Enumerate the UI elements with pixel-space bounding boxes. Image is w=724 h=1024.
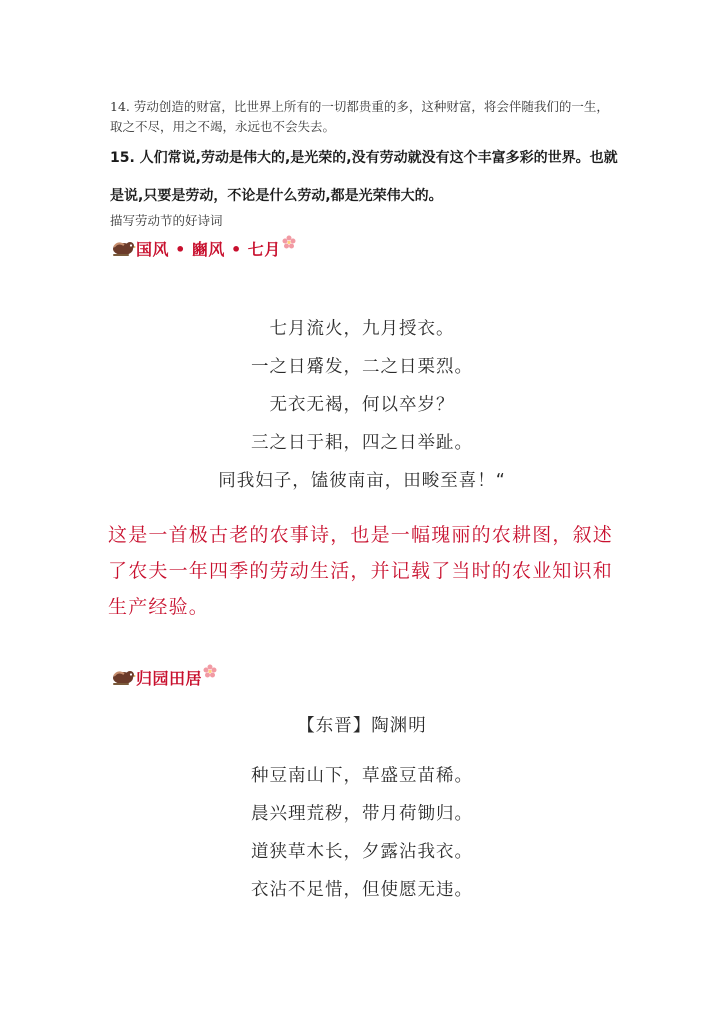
poem1-heading <box>110 236 296 260</box>
poem1-line: 无衣无褐，何以卒岁？ <box>269 395 455 415</box>
poem1-line: 同我妇子，馌彼南亩，田畯至喜！“ <box>218 471 506 491</box>
poem1-title: 国风 • 豳风 • 七月 <box>136 239 281 259</box>
poem2-line: 道狭草木长，夕露沾我衣。 <box>251 842 473 862</box>
poem2-author: 【东晋】陶渊明 <box>297 716 427 736</box>
poem2-line: 种豆南山下，草盛豆苗稀。 <box>251 766 473 786</box>
poem2-line: 衣沾不足惜，但使愿无违。 <box>251 880 473 900</box>
poem2-heading <box>110 665 217 689</box>
poem2-title: 归园田居 <box>136 668 203 688</box>
poem1-commentary: 这是一首极古老的农事诗，也是一幅瑰丽的农耕图，叙述了农夫一年四季的劳动生活，并记载了当时的农业知识和生产经验。 <box>108 524 614 618</box>
section-title: 描写劳动节的好诗词 <box>110 213 223 228</box>
poem1-line: 一之日觱发，二之日栗烈。 <box>251 357 473 377</box>
flower-icon <box>203 664 217 678</box>
poem1-line: 七月流火，九月授衣。 <box>269 319 455 339</box>
poem2-line: 晨兴理荒秽，带月荷锄归。 <box>251 804 473 824</box>
poem1-line: 三之日于耜，四之日举趾。 <box>251 433 473 453</box>
paragraph-14: 14. 劳动创造的财富，比世界上所有的一切都贵重的多，这种财富，将会伴随我们的一生，取之不尽，用之不竭，永远也不会失去。 <box>110 99 609 134</box>
bird-icon <box>110 239 136 257</box>
bird-icon <box>110 668 136 686</box>
flower-icon <box>282 235 296 249</box>
paragraph-15: 15. 人们常说,劳动是伟大的,是光荣的,没有劳动就没有这个丰富多彩的世界。也就是说,只要是劳动，不论是什么劳动,都是光荣伟大的。 <box>110 150 618 204</box>
